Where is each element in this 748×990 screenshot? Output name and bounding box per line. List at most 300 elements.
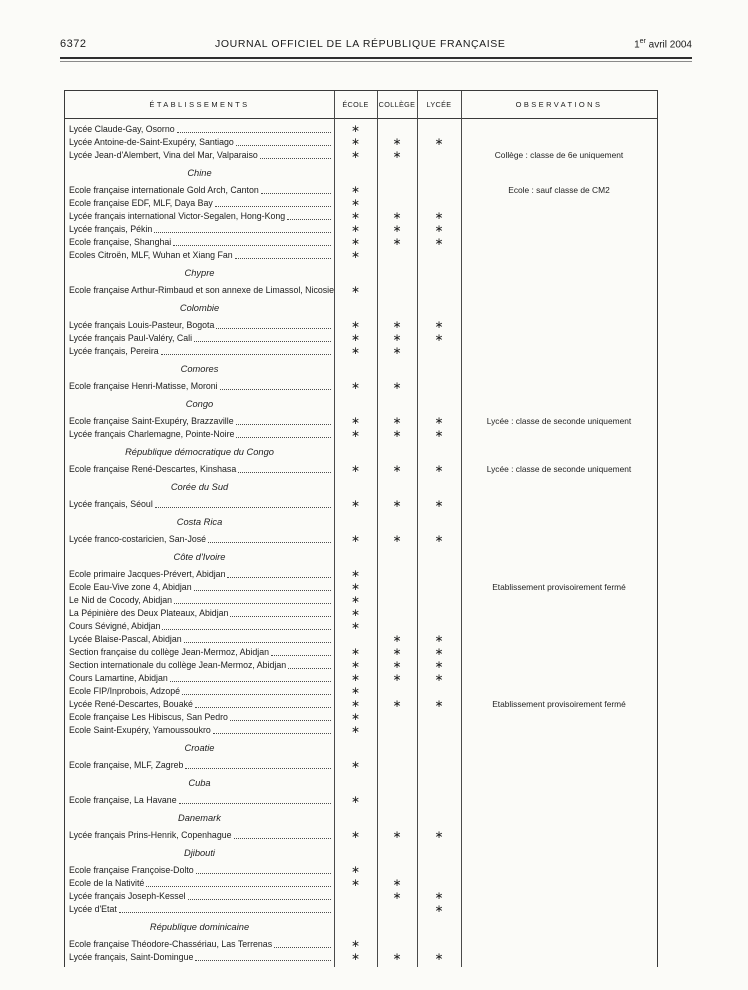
establishment-label: Ecole française internationale Gold Arch, Canton [69, 185, 259, 195]
establishment-name-cell [65, 380, 334, 393]
college-mark: ∗ [392, 236, 402, 248]
dotted-leader [174, 603, 331, 604]
establishment-row [65, 698, 657, 711]
establishment-row [65, 724, 657, 737]
ecole-mark: ∗ [351, 829, 360, 841]
establishment-name-cell [65, 938, 334, 951]
table-header-row [65, 91, 657, 119]
observation-text [461, 646, 657, 659]
establishment-name-cell [65, 759, 334, 772]
college-mark: ∗ [392, 332, 402, 344]
establishment-row [65, 319, 657, 332]
establishment-label: Cours Lamartine, Abidjan [69, 673, 168, 683]
establishment-name-cell [65, 864, 334, 877]
establishment-row [65, 345, 657, 358]
ecole-mark: ∗ [351, 498, 360, 510]
country-heading: République démocratique du Congo [125, 447, 274, 457]
establishment-label: Ecole française Henri-Matisse, Moroni [69, 381, 218, 391]
establishment-label: Lycée français Joseph-Kessel [69, 891, 186, 901]
dotted-leader [271, 655, 331, 656]
college-mark: ∗ [392, 428, 402, 440]
establishment-row [65, 136, 657, 149]
college-mark [377, 581, 417, 594]
college-mark [377, 607, 417, 620]
establishment-name-cell [65, 568, 334, 581]
ecole-mark: ∗ [351, 210, 360, 222]
lycee-mark [417, 184, 461, 197]
establishment-name-cell [65, 123, 334, 136]
observation-text [461, 284, 657, 297]
column-header-observations: OBSERVATIONS [515, 100, 603, 109]
dotted-leader [261, 193, 331, 194]
establishment-label: Le Nid de Cocody, Abidjan [69, 595, 173, 605]
ecole-mark: ∗ [351, 123, 360, 135]
country-heading: Comores [180, 364, 219, 374]
establishment-label: Lycée Jean-d'Alembert, Vina del Mar, Valparaiso [69, 150, 258, 160]
ecole-mark: ∗ [351, 711, 360, 723]
establishment-row [65, 829, 657, 842]
establishment-name-cell [65, 951, 334, 964]
college-mark [377, 284, 417, 297]
observation-text: Lycée : classe de seconde uniquement [486, 464, 632, 474]
establishments-table [64, 90, 658, 967]
establishment-row [65, 646, 657, 659]
ecole-mark: ∗ [351, 223, 360, 235]
ecole-mark: ∗ [351, 380, 360, 392]
college-mark: ∗ [392, 136, 402, 148]
dotted-leader [161, 354, 331, 355]
establishment-label: Lycée français international Victor-Segalen, Hong-Kong [69, 211, 286, 221]
establishment-row [65, 533, 657, 546]
section-spacer [334, 358, 657, 380]
country-heading: Costa Rica [176, 517, 223, 527]
lycee-mark [417, 724, 461, 737]
establishment-label: Lycée René-Descartes, Bouaké [69, 699, 193, 709]
lycee-mark: ∗ [434, 698, 444, 710]
college-mark: ∗ [392, 498, 402, 510]
establishment-label: Lycée franco-costaricien, San-José [69, 534, 207, 544]
establishment-row [65, 607, 657, 620]
country-heading: Djibouti [183, 848, 215, 858]
column-header-lycee: LYCÉE [426, 100, 452, 109]
lycee-mark [417, 620, 461, 633]
lycee-mark [417, 284, 461, 297]
dotted-leader [184, 642, 331, 643]
college-mark [377, 685, 417, 698]
section-spacer [334, 546, 657, 568]
establishment-row [65, 123, 657, 136]
ecole-mark [334, 890, 377, 903]
college-mark [377, 864, 417, 877]
establishment-row [65, 890, 657, 903]
establishment-label: Ecole française Les Hibiscus, San Pedro [69, 712, 228, 722]
establishment-label: Ecole FIP/Inprobois, Adzopé [69, 686, 181, 696]
ecole-mark: ∗ [351, 149, 360, 161]
dotted-leader [227, 577, 331, 578]
establishment-row [65, 210, 657, 223]
establishment-name-cell [65, 149, 334, 162]
ecole-mark: ∗ [351, 319, 360, 331]
lycee-mark: ∗ [434, 332, 444, 344]
dotted-leader [182, 694, 331, 695]
ecole-mark: ∗ [351, 533, 360, 545]
lycee-mark [417, 607, 461, 620]
ecole-mark: ∗ [351, 698, 360, 710]
ecole-mark: ∗ [351, 184, 360, 196]
establishment-label: Ecole Eau-Vive zone 4, Abidjan [69, 582, 192, 592]
ecole-mark: ∗ [351, 794, 360, 806]
observation-text [461, 136, 657, 149]
lycee-mark [417, 938, 461, 951]
section-spacer [334, 441, 657, 463]
establishment-row [65, 498, 657, 511]
observation-text [461, 829, 657, 842]
section-spacer [334, 916, 657, 938]
establishment-row [65, 284, 657, 297]
dotted-leader [179, 803, 331, 804]
college-mark: ∗ [392, 951, 402, 963]
lycee-mark: ∗ [434, 210, 444, 222]
college-mark: ∗ [392, 633, 402, 645]
ecole-mark: ∗ [351, 607, 360, 619]
observation-text [461, 332, 657, 345]
establishment-name-cell [65, 236, 334, 249]
lycee-mark: ∗ [434, 951, 444, 963]
column-header-etablissements: ÉTABLISSEMENTS [149, 100, 250, 109]
lycee-mark: ∗ [434, 533, 444, 545]
observation-text [461, 903, 657, 916]
establishment-row [65, 184, 657, 197]
observation-text [461, 210, 657, 223]
college-mark: ∗ [392, 319, 402, 331]
dotted-leader [216, 328, 331, 329]
college-mark: ∗ [392, 533, 402, 545]
ecole-mark: ∗ [351, 284, 360, 296]
establishment-label: Lycée d'Etat [69, 904, 117, 914]
country-section-row [65, 772, 657, 794]
establishment-row [65, 197, 657, 210]
college-mark [377, 711, 417, 724]
ecole-mark: ∗ [351, 951, 360, 963]
establishment-name-cell [65, 633, 334, 646]
observation-text [461, 890, 657, 903]
establishment-row [65, 685, 657, 698]
establishment-row [65, 903, 657, 916]
establishment-label: Cours Sévigné, Abidjan [69, 621, 161, 631]
observation-text [461, 123, 657, 136]
column-divider [377, 91, 378, 967]
establishment-name-cell [65, 890, 334, 903]
country-heading: Chine [187, 168, 212, 178]
establishment-name-cell [65, 829, 334, 842]
establishment-label: Ecole Saint-Exupéry, Yamoussoukro [69, 725, 211, 735]
observation-text [461, 197, 657, 210]
ecole-mark: ∗ [351, 938, 360, 950]
lycee-mark [417, 249, 461, 262]
ecole-mark: ∗ [351, 581, 360, 593]
observation-text [461, 533, 657, 546]
issue-date-ordinal: er [639, 38, 646, 45]
establishment-name-cell [65, 711, 334, 724]
college-mark: ∗ [392, 877, 402, 889]
ecole-mark: ∗ [351, 428, 360, 440]
establishment-row [65, 223, 657, 236]
dotted-leader [146, 886, 331, 887]
dotted-leader [215, 206, 331, 207]
country-section-row [65, 476, 657, 498]
college-mark [377, 184, 417, 197]
establishment-row [65, 581, 657, 594]
lycee-mark [417, 759, 461, 772]
college-mark: ∗ [392, 415, 402, 427]
lycee-mark [417, 877, 461, 890]
ecole-mark [334, 633, 377, 646]
ecole-mark: ∗ [351, 236, 360, 248]
observation-text [461, 380, 657, 393]
lycee-mark: ∗ [434, 428, 444, 440]
observation-text [461, 672, 657, 685]
observation-text: Ecole : sauf classe de CM2 [508, 185, 610, 195]
establishment-row [65, 568, 657, 581]
observation-text [461, 877, 657, 890]
page-header [60, 38, 692, 50]
establishment-label: Ecole française Saint-Exupéry, Brazzaville [69, 416, 234, 426]
establishment-row [65, 249, 657, 262]
observation-text: Collège : classe de 6e uniquement [494, 150, 624, 160]
lycee-mark [417, 685, 461, 698]
ecole-mark: ∗ [351, 568, 360, 580]
observation-text [461, 607, 657, 620]
country-section-row [65, 546, 657, 568]
college-mark: ∗ [392, 672, 402, 684]
observation-text [461, 633, 657, 646]
college-mark [377, 197, 417, 210]
establishment-name-cell [65, 345, 334, 358]
section-spacer [334, 807, 657, 829]
establishment-label: Lycée français Louis-Pasteur, Bogota [69, 320, 215, 330]
ecole-mark: ∗ [351, 345, 360, 357]
lycee-mark: ∗ [434, 223, 444, 235]
column-header-college: COLLÈGE [378, 100, 416, 109]
dotted-leader [238, 472, 331, 473]
ecole-mark: ∗ [351, 594, 360, 606]
college-mark [377, 938, 417, 951]
country-heading: Côte d'Ivoire [173, 552, 226, 562]
dotted-leader [177, 132, 331, 133]
college-mark: ∗ [392, 380, 402, 392]
establishment-row [65, 620, 657, 633]
college-mark [377, 594, 417, 607]
lycee-mark: ∗ [434, 659, 444, 671]
college-mark [377, 568, 417, 581]
section-spacer [334, 262, 657, 284]
observation-text [461, 951, 657, 964]
establishment-name-cell [65, 223, 334, 236]
college-mark [377, 794, 417, 807]
country-section-row [65, 441, 657, 463]
observation-text [461, 659, 657, 672]
lycee-mark [417, 149, 461, 162]
lycee-mark: ∗ [434, 498, 444, 510]
page-number: 6372 [60, 38, 87, 51]
ecole-mark: ∗ [351, 136, 360, 148]
observation-text [461, 759, 657, 772]
observation-text [461, 864, 657, 877]
establishment-row [65, 428, 657, 441]
college-mark [377, 724, 417, 737]
column-divider [334, 91, 335, 967]
lycee-mark: ∗ [434, 633, 444, 645]
dotted-leader [196, 873, 331, 874]
college-mark: ∗ [392, 890, 402, 902]
establishment-name-cell [65, 136, 334, 149]
country-section-row [65, 162, 657, 184]
dotted-leader [236, 145, 331, 146]
establishment-name-cell [65, 903, 334, 916]
journal-title: JOURNAL OFFICIEL DE LA RÉPUBLIQUE FRANÇAISE [215, 38, 506, 51]
establishment-label: Ecole française, La Havane [69, 795, 177, 805]
country-heading: Danemark [178, 813, 221, 823]
establishment-name-cell [65, 672, 334, 685]
lycee-mark: ∗ [434, 236, 444, 248]
establishment-label: Ecole française Françoise-Dolto [69, 865, 194, 875]
lycee-mark: ∗ [434, 672, 444, 684]
dotted-leader [213, 733, 331, 734]
establishment-name-cell [65, 197, 334, 210]
section-spacer [334, 511, 657, 533]
establishment-label: Lycée français Prins-Henrik, Copenhague [69, 830, 232, 840]
establishment-row [65, 149, 657, 162]
lycee-mark [417, 197, 461, 210]
section-spacer [334, 772, 657, 794]
observation-text [461, 249, 657, 262]
establishment-label: La Pépinière des Deux Plateaux, Abidjan [69, 608, 229, 618]
ecole-mark: ∗ [351, 659, 360, 671]
establishment-row [65, 759, 657, 772]
establishment-name-cell [65, 284, 334, 297]
establishment-label: Lycée Blaise-Pascal, Abidjan [69, 634, 182, 644]
lycee-mark [417, 864, 461, 877]
establishment-name-cell [65, 685, 334, 698]
lycee-mark: ∗ [434, 890, 444, 902]
column-divider [461, 91, 462, 967]
column-header-ecole: ÉCOLE [342, 100, 369, 109]
establishment-name-cell [65, 646, 334, 659]
observation-text: Etablissement provisoirement fermé [492, 582, 626, 592]
college-mark: ∗ [392, 210, 402, 222]
ecole-mark: ∗ [351, 864, 360, 876]
dotted-leader [236, 437, 331, 438]
country-heading: Chypre [184, 268, 215, 278]
establishment-label: Lycée Antoine-de-Saint-Exupéry, Santiago [69, 137, 234, 147]
dotted-leader [234, 838, 331, 839]
dotted-leader [154, 232, 331, 233]
dotted-leader [185, 768, 331, 769]
country-heading: Cuba [188, 778, 211, 788]
ecole-mark: ∗ [351, 877, 360, 889]
college-mark [377, 903, 417, 916]
dotted-leader [195, 960, 331, 961]
observation-text [461, 711, 657, 724]
ecole-mark: ∗ [351, 759, 360, 771]
establishment-label: Lycée français Paul-Valéry, Cali [69, 333, 193, 343]
establishment-label: Lycée français Charlemagne, Pointe-Noire [69, 429, 235, 439]
establishment-label: Lycée français, Séoul [69, 499, 153, 509]
establishment-label: Ecole française, MLF, Zagreb [69, 760, 184, 770]
issue-date-rest: avril 2004 [645, 39, 692, 51]
observation-text [461, 938, 657, 951]
establishment-row [65, 711, 657, 724]
establishment-row [65, 794, 657, 807]
establishment-name-cell [65, 607, 334, 620]
dotted-leader [236, 424, 331, 425]
college-mark [377, 123, 417, 136]
establishment-label: Lycée français, Pereira [69, 346, 159, 356]
country-section-row [65, 842, 657, 864]
observation-text [461, 685, 657, 698]
establishment-name-cell [65, 594, 334, 607]
lycee-mark [417, 794, 461, 807]
college-mark: ∗ [392, 698, 402, 710]
establishment-row [65, 659, 657, 672]
section-spacer [334, 737, 657, 759]
country-section-row [65, 393, 657, 415]
establishment-name-cell [65, 533, 334, 546]
establishment-label: Ecoles Citroën, MLF, Wuhan et Xiang Fan [69, 250, 233, 260]
dotted-leader [288, 668, 331, 669]
country-section-row [65, 358, 657, 380]
issue-date-day: 1 [634, 39, 640, 51]
establishment-label: Ecole française EDF, MLF, Daya Bay [69, 198, 213, 208]
establishment-name-cell [65, 659, 334, 672]
country-section-row [65, 737, 657, 759]
ecole-mark: ∗ [351, 463, 360, 475]
country-section-row [65, 262, 657, 284]
observation-text: Etablissement provisoirement fermé [492, 699, 626, 709]
college-mark [377, 249, 417, 262]
establishment-row [65, 463, 657, 476]
establishment-label: Ecole française Théodore-Chassériau, Las Terrenas [69, 939, 273, 949]
establishment-name-cell [65, 428, 334, 441]
establishment-name-cell [65, 698, 334, 711]
establishment-row [65, 951, 657, 964]
establishment-name-cell [65, 463, 334, 476]
lycee-mark [417, 568, 461, 581]
observation-text [461, 345, 657, 358]
establishment-label: Ecole française Arthur-Rimbaud et son annexe de Limassol, Nicosie [69, 285, 334, 295]
header-rule-thin [60, 61, 692, 62]
dotted-leader [188, 899, 331, 900]
ecole-mark [334, 903, 377, 916]
college-mark [377, 620, 417, 633]
lycee-mark: ∗ [434, 646, 444, 658]
college-mark [377, 759, 417, 772]
dotted-leader [194, 590, 331, 591]
establishment-name-cell [65, 581, 334, 594]
column-divider [417, 91, 418, 967]
dotted-leader [119, 912, 331, 913]
establishment-row [65, 380, 657, 393]
country-section-row [65, 916, 657, 938]
establishment-label: Ecole française, Shanghai [69, 237, 172, 247]
college-mark: ∗ [392, 646, 402, 658]
country-section-row [65, 297, 657, 319]
observation-text: Lycée : classe de seconde uniquement [486, 416, 632, 426]
dotted-leader [287, 219, 331, 220]
country-section-row [65, 511, 657, 533]
ecole-mark: ∗ [351, 685, 360, 697]
establishment-name-cell [65, 620, 334, 633]
